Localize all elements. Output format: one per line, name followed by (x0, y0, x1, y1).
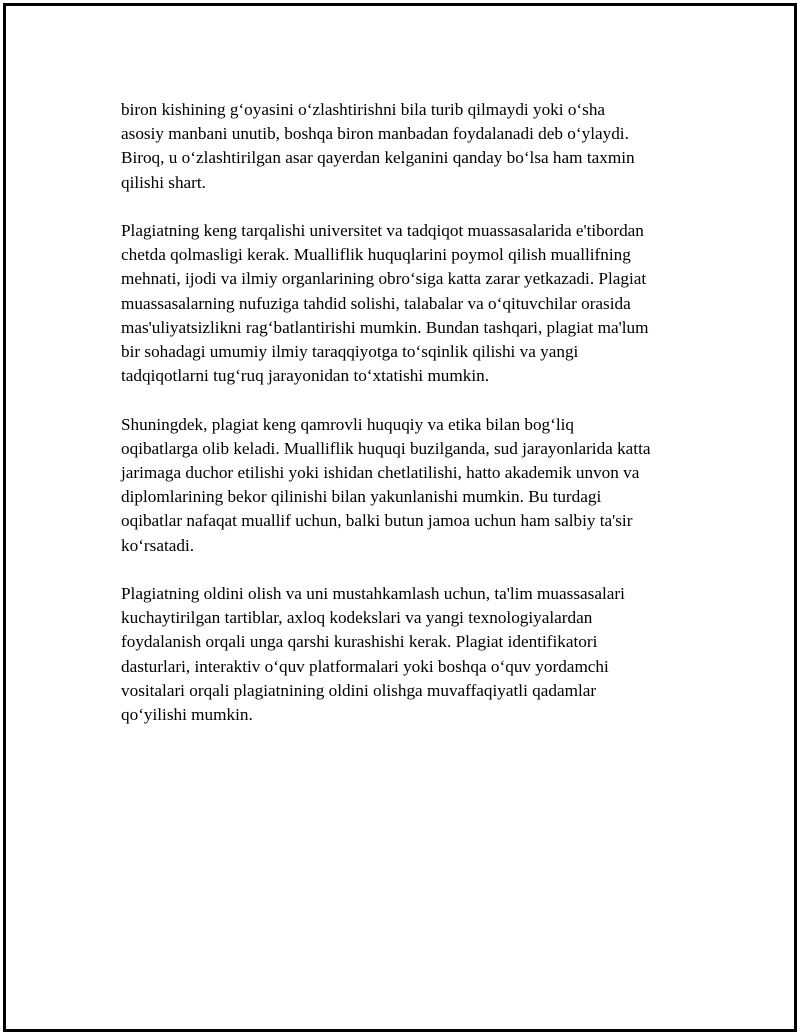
paragraph-4: Plagiatning oldini olish va uni mustahkamlash uchun, ta'lim muassasalari kuchaytirilgan tartiblar, axloq kodekslari va yangi texnologiyalardan foydalanish orqali unga qarshi kurashishi kerak. Plagiat identifikatori dasturlari, interaktiv o‘quv platformalari yoki boshqa o‘quv yordamchi vositalari orqali plagiatnining oldini olishga muvaffaqiyatli qadamlar qo‘yilishi mumkin. (121, 584, 625, 725)
document-body (121, 98, 701, 751)
paragraph-2: Plagiatning keng tarqalishi universitet va tadqiqot muassasalarida e'tibordan chetda qolmasligi kerak. Mualliflik huquqlarini poymol qilish muallifning mehnati, ijodi va ilmiy organlarining obro‘siga katta zarar yetkazadi. Plagiat muassasalarning nufuziga tahdid solishi, talabalar va o‘qituvchilar orasida mas'uliyatsizlikni rag‘batlantirishi mumkin. Bundan tashqari, plagiat ma'lum bir sohadagi umumiy ilmiy taraqqiyotga to‘sqinlik qilishi va yangi tadqiqotlarni tug‘ruq jarayonidan to‘xtatishi mumkin. (121, 221, 649, 386)
paragraph-1: biron kishining g‘oyasini o‘zlashtirishni bila turib qilmaydi yoki o‘sha asosiy manbani unutib, boshqa biron manbadan foydalanadi deb o‘ylaydi. Biroq, u o‘zlashtirilgan asar qayerdan kelganini qanday bo‘lsa ham taxmin qilishi shart. (121, 100, 635, 192)
page-frame (3, 3, 797, 1032)
paragraph-3: Shuningdek, plagiat keng qamrovli huquqiy va etika bilan bog‘liq oqibatlarga olib keladi. Mualliflik huquqi buzilganda, sud jarayonlarida katta jarimaga duchor etilishi yoki ishidan chetlatilishi, hatto akademik unvon va diplomlarining bekor qilinishi bilan yakunlanishi mumkin. Bu turdagi oqibatlar nafaqat muallif uchun, balki butun jamoa uchun ham salbiy ta'sir ko‘rsatadi. (121, 414, 651, 555)
